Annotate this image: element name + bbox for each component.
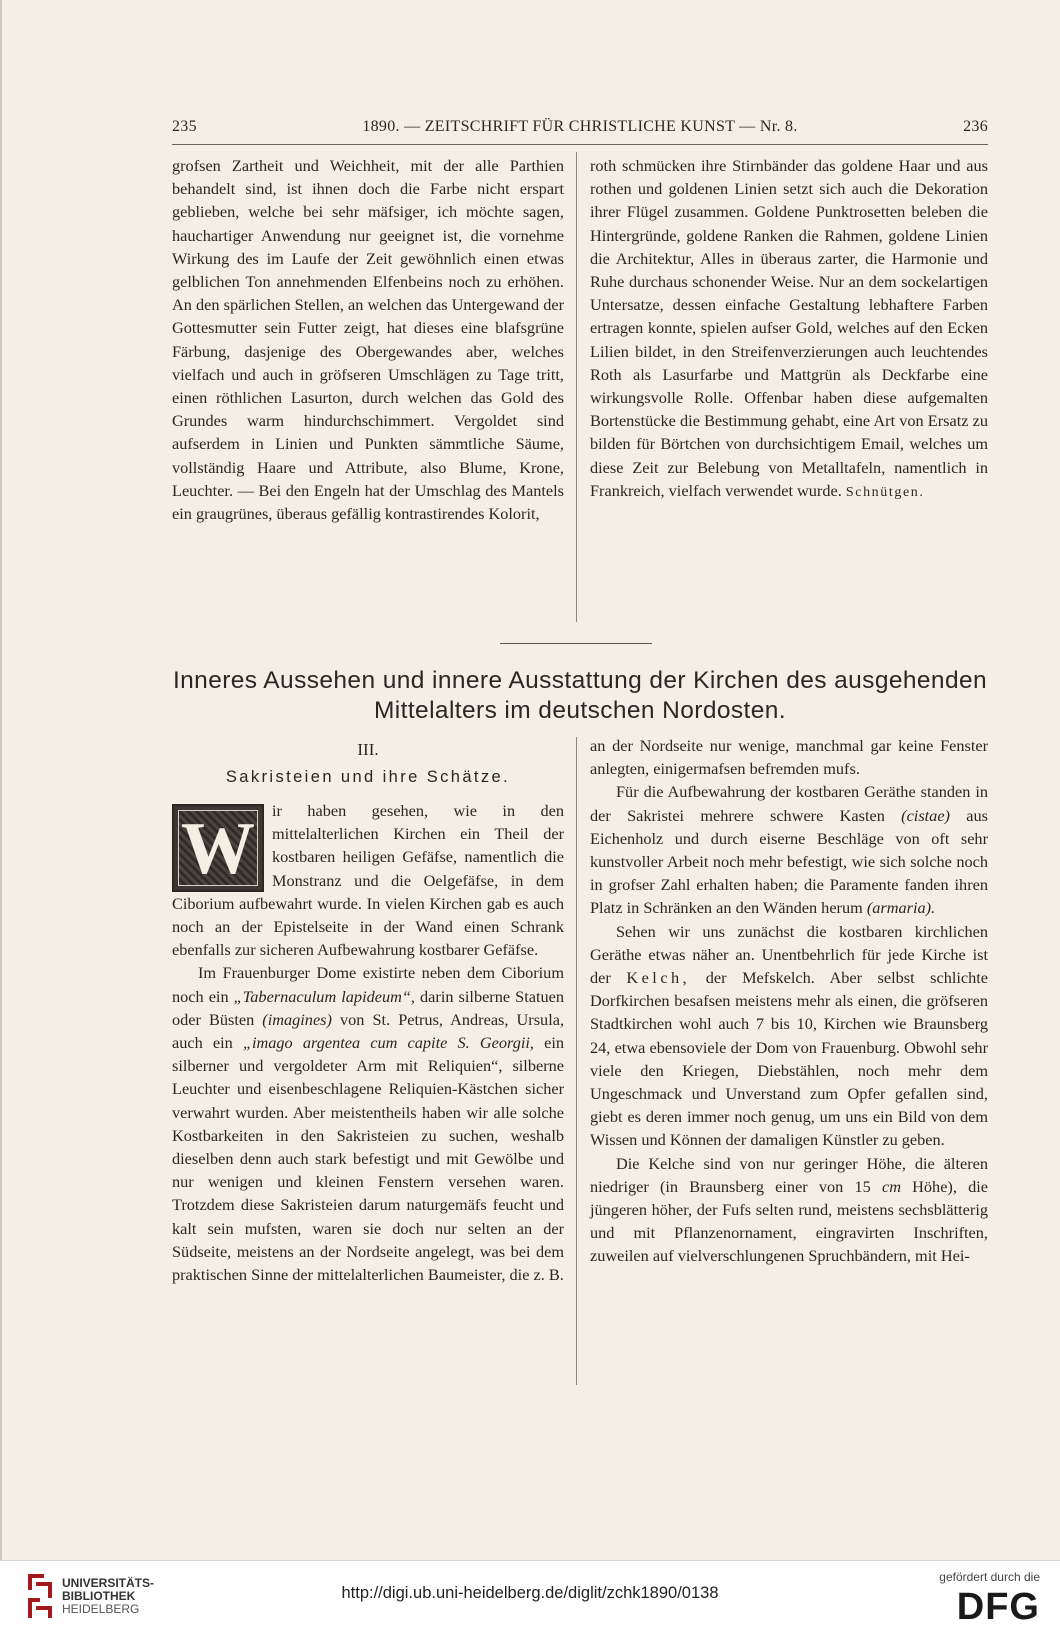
- section-number: III.: [357, 740, 379, 759]
- page-number-left: 235: [172, 118, 197, 135]
- author-signature: Schnütgen.: [845, 484, 925, 500]
- top-right-column: [590, 154, 988, 504]
- paragraph: Im Frauenburger Dome existirte neben dem Ciborium noch ein „Tabernaculum lapideum“, darin silberne Statuen oder Büsten (imagines) von St. Petrus, Andreas, Ursula, auch ein „imago argentea cum capite S. Georgii, ein silberner und vergoldeter Arm mit Reliquien“, silberne Leuchter und eisenbeschlagene Reliquien-Kästchen sicher verwahrt wurden. Aber meistentheils haben wir alle solche Kostbarkeiten in den Sakristeien zu suchen, weshalb dieselben denn auch stark befestigt und mit Gewölbe und nur wenigen und kleinen Fenstern versehen waren. Trotzdem diese Sakristeien darum naturgemäfs feucht und kalt sein mufsten, waren sie doch nur selten an der Südseite, meistens an der Nordseite angelegt, was bei dem praktischen Sinne der mittelalterlichen Baumeister, die z. B.: [172, 963, 565, 1285]
- bottom-right-column: [590, 734, 988, 1268]
- top-left-column: [172, 154, 564, 525]
- bottom-left-column: [172, 799, 564, 1286]
- column-divider: [576, 737, 577, 1385]
- paragraph: an der Nordseite nur wenige, manchmal gar keine Fenster anlegten, einigermafsen befremden mufs.: [590, 736, 988, 779]
- university-library-logo-icon[interactable]: [22, 1568, 62, 1624]
- paragraph: ir haben gesehen, wie in den mittelalterlichen Kirchen ein Theil der kostbaren heiligen Gefäfse, namentlich die Monstranz und die Oelgefäfse, in dem Ciborium aufbewahrt wurde. In vielen Kirchen gab es auch noch an der Epistelseite in der Wand einen Schrank ebenfalls zur sicheren Aufbewahrung kostbarer Gefäfse.: [172, 801, 564, 960]
- page-edge: [0, 0, 2, 1560]
- initial-spacer: [172, 803, 272, 891]
- footer-rule: [0, 1560, 1060, 1561]
- funding-note: gefördert durch die: [939, 1570, 1040, 1584]
- initial-letter: W: [181, 808, 255, 890]
- article-title: Inneres Aussehen und innere Ausstattung der Kirchen des ausgehenden Mittelalters im deutschen Nordosten.: [172, 667, 988, 724]
- journal-title: 1890. — ZEITSCHRIFT FÜR CHRISTLICHE KUNST — Nr. 8.: [362, 118, 798, 135]
- column-divider: [576, 152, 577, 622]
- document-url-link[interactable]: http://digi.ub.uni-heidelberg.de/diglit/zchk1890/0138: [341, 1584, 719, 1602]
- page-number-right: 236: [963, 118, 988, 135]
- library-name[interactable]: UNIVERSITÄTS- BIBLIOTHEK HEIDELBERG: [62, 1576, 155, 1616]
- paragraph: grofsen Zartheit und Weichheit, mit der alle Parthien behandelt sind, ist ihnen doch die Farbe nicht erspart geblieben, welche bei sehr mäfsiger, ich möchte sagen, hauchartiger Anwendung nur geeignet ist, die vornehme Wirkung des im Laufe der Zeit gewöhnlich einen etwas gelblichen Ton annehmenden Elfenbeins noch zu erhöhen. An den spärlichen Stellen, an welchen das Untergewand der Gottesmutter sein Futter zeigt, hat dieses eine blafsgrüne Färbung, dasjenige des Obergewandes aber, welches vielfach und auch in gröfseren Umschlägen zu Tage tritt, einen röthlichen Lasurton, durch welchen das Gold des Grundes warm hindurchschimmert. Vergoldet sind aufserdem in Linien und Punkten sämmtliche Säume, vollständig Haare und Attribute, also Blume, Krone, Leuchter. — Bei den Engeln hat der Umschlag des Mantels ein graugrünes, überaus gefällig kontrastirendes Kolorit,: [172, 156, 564, 524]
- section-title: Sakristeien und ihre Schätze.: [225, 768, 511, 786]
- header-rule: [172, 144, 988, 145]
- paragraph: Für die Aufbewahrung der kostbaren Geräthe standen in der Sakristei mehrere schwere Kasten (cistae) aus Eichenholz und durch eiserne Beschläge von oft sehr kunstvoller Arbeit noch mehr befestigt, wie sich solche noch in grofser Zahl erhalten haben; die Paramente fanden ihren Platz in Schränken an den Wänden herum (armaria).: [590, 782, 988, 918]
- paragraph: Die Kelche sind von nur geringer Höhe, die älteren niedriger (in Braunsberg einer von 15 cm Höhe), die jüngeren höher, der Fufs selten rund, meistens sechsblätterig und mit Pflanzenornament, eingravirten Inschriften, zuweilen auf vielverschlungenen Spruchbändern, mit Hei-: [590, 1153, 988, 1266]
- running-header: [172, 118, 988, 144]
- viewer-footer: [0, 1560, 1060, 1633]
- paragraph: roth schmücken ihre Stirnbänder das goldene Haar und aus rothen und goldenen Linien setzt sich auch die Dekoration ihrer Flügel zusammen. Goldene Punktrosetten beleben die Hintergründe, goldene Ranken die Rahmen, goldene Linien die Architektur, Alles in überaus zarter, die Harmonie und Ruhe durchaus schonender Weise. Nur an dem sockelartigen Untersatze, dessen einfache Gestaltung lebhaftere Farben ertragen konnte, spielen aufser Gold, welches auf den Ecken Lilien bildet, in den Streifenverzierungen auch leuchtendes Roth als Lasurfarbe und Mattgrün als Deckfarbe eine wirkungsvolle Rolle. Offenbar haben diese aufgemalten Bortenstücke die Bestimmung gehabt, eine Art von Ersatz zu bilden für Börtchen von durchsichtigem Email, welches um diese Zeit zur Belebung von Metalltafeln, namentlich in Frankreich, vielfach verwendet wurde. Schnütgen.: [590, 156, 988, 500]
- dfg-logo[interactable]: DFG: [956, 1586, 1040, 1628]
- paragraph: Sehen wir uns zunächst die kostbaren kirchlichen Geräthe etwas näher an. Unentbehrlich für jede Kirche ist der Kelch, der Mefskelch. Aber selbst schlichte Dorfkirchen besafsen meistens mehr als einen, die gröfseren Stadtkirchen wohl auch 7 bis 10, Kirchen wie Braunsberg 24, etwa ebensoviele der Dom von Frauenburg. Obwohl sehr viele den Kriegen, Diebstählen, noch mehr dem Ungeschmack und Unverstand zum Opfer gefallen sind, giebt es deren immer noch genug, um uns ein Bild von dem Wissen und Können der damaligen Künstler zu geben.: [590, 921, 989, 1150]
- article-separator: [500, 643, 652, 644]
